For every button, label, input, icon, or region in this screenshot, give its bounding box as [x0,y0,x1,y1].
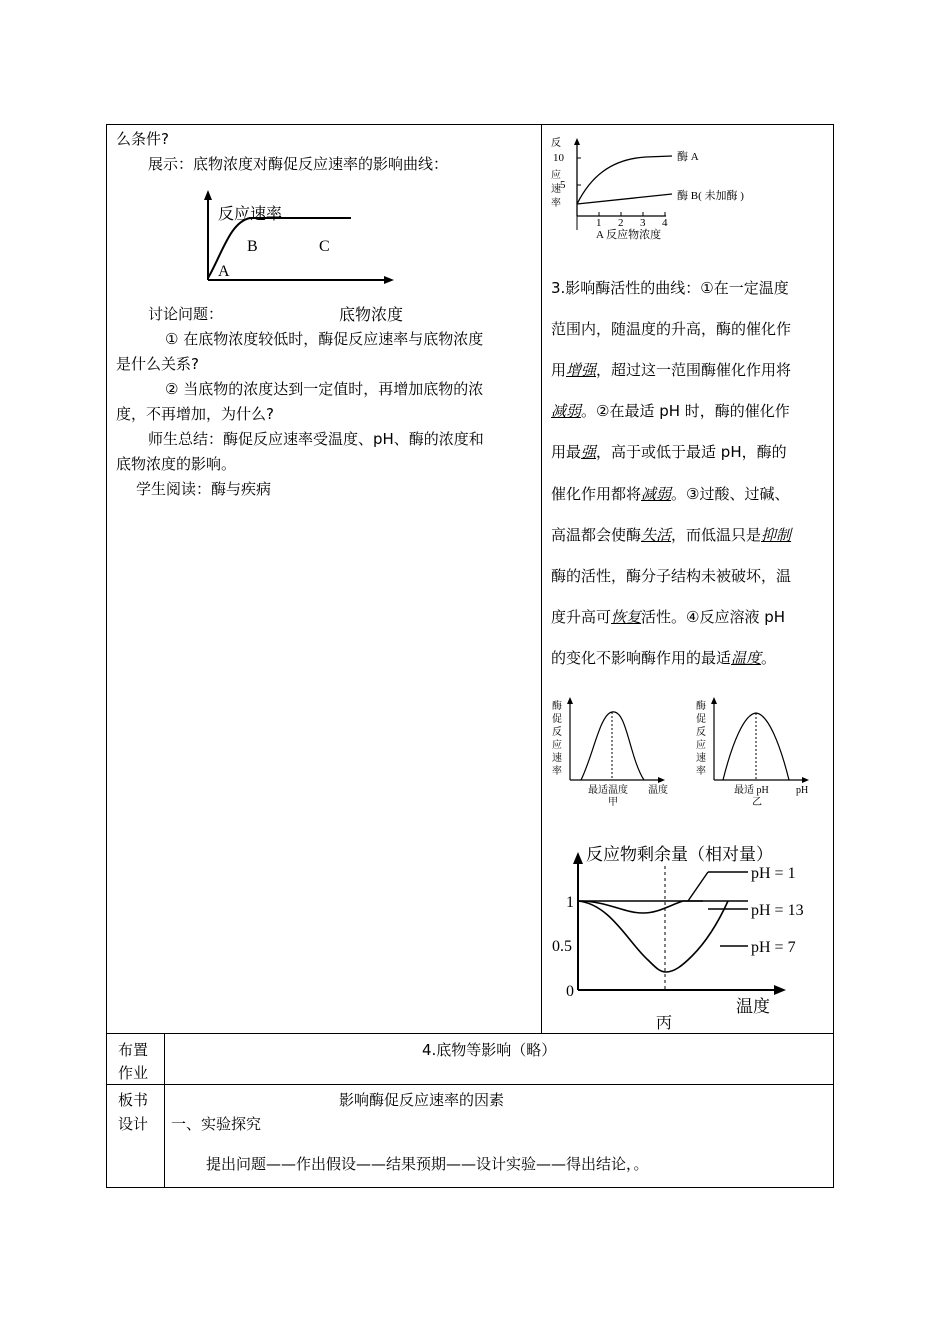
caption: 甲 [608,797,618,808]
para-line: 减弱。②在最适 pH 时，酶的催化作 [551,402,790,420]
answer-blank: 减弱 [641,485,672,503]
y-tick-5: 5 [560,179,566,191]
graph-label-a: A [218,263,230,280]
x-label: 温度 [648,785,668,796]
y-label-char: 应 [551,170,561,181]
para-line: 用最强，高于或低于最适 pH，酶的 [551,443,787,461]
y-label-char: 反 [551,138,561,149]
remaining-substrate-graph [548,838,828,1032]
x-label: A 反应物浓度 [596,229,662,241]
x-mark: 最适温度 [588,785,628,796]
answer-blank: 抑制 [761,526,792,544]
para-line: 范围内，随温度的升高，酶的催化作 [551,320,792,338]
graph-ylabel: 反应速率 [218,206,283,223]
x-tick: 3 [640,217,646,229]
x-tick: 4 [662,217,668,229]
table-border-left [106,124,107,1188]
answer-blank: 失活 [641,526,672,544]
board-label: 板书 [118,1091,149,1109]
answer-blank: 恢复 [611,608,642,626]
temperature-graph [548,694,688,814]
label-column-divider [164,1033,165,1188]
y-tick-0: 0 [566,983,574,1000]
y-label-char: 反 [696,727,706,738]
graph-label-c: C [319,238,330,255]
table-border-bottom [106,1187,834,1188]
board-flow: 提出问题——作出假设——结果预期——设计实验——得出结论，。 [206,1155,649,1173]
answer-blank: 增强 [566,361,597,379]
para-line: 3.影响酶活性的曲线：①在一定温度 [551,279,789,297]
column-divider [541,124,542,1033]
board-item: 一、实验探究 [171,1115,262,1133]
y-label-char: 速 [552,753,562,764]
caption: 乙 [752,797,762,808]
row-divider-board [106,1084,834,1085]
para-line: 酶的活性，酶分子结构未被破坏，温 [551,567,792,585]
y-label-char: 应 [552,740,562,751]
chart-title: 反应物剩余量（相对量） [586,845,773,864]
y-label-char: 率 [552,766,562,777]
para-line: 高温都会使酶失活，而低温只是抑制 [551,526,792,544]
ph7-label: pH = 7 [751,939,796,956]
answer-blank: 温度 [731,649,762,667]
ph1-label: pH = 1 [751,865,796,882]
y-label-char: 率 [551,198,561,209]
y-label-char: 促 [552,714,562,725]
question-2: ② 当底物的浓度达到一定值时，再增加底物的浓 [165,380,484,398]
y-label-char: 速 [696,753,706,764]
y-label-char: 促 [696,714,706,725]
x-mark: 最适 pH [734,785,769,796]
x-tick: 2 [618,217,624,229]
curve-a-label: 酶 A [677,151,699,163]
summary: 师生总结：酶促反应速率受温度、pH、酶的浓度和 [148,430,484,448]
para-line: 度升高可恢复活性。④反应溶液 pH [551,608,786,626]
homework-label: 布置 [118,1041,149,1059]
x-tick: 1 [596,217,602,229]
discuss-heading: 讨论问题： [148,305,224,323]
question-2-cont: 度，不再增加，为什么? [116,405,274,423]
answer-blank: 强 [581,443,597,461]
text-line: 么条件? [116,130,169,148]
ph-graph [692,694,827,814]
y-label-char: 应 [696,740,706,751]
question-1: ① 在底物浓度较低时，酶促反应速率与底物浓度 [165,330,484,348]
answer-blank: 减弱 [551,402,582,420]
x-label: 温度 [736,997,770,1016]
caption: 丙 [656,1015,673,1032]
y-tick-10: 10 [553,152,564,164]
enzyme-ab-graph [548,134,768,249]
y-tick-1: 1 [566,894,574,911]
curve-b-label: 酶 B( 未加酶 ) [677,190,744,202]
table-border-top [106,124,834,125]
graph-label-b: B [247,238,258,255]
ph13-label: pH = 13 [751,902,804,919]
para-line: 的变化不影响酶作用的最适温度。 [551,649,777,667]
table-border-right [833,124,834,1188]
y-tick-05: 0.5 [552,938,572,955]
question-1-cont: 是什么关系? [116,355,199,373]
homework-label: 作业 [118,1064,149,1082]
summary-cont: 底物浓度的影响。 [116,455,237,473]
y-label-char: 酶 [552,701,562,712]
graph-xlabel: 底物浓度 [339,307,404,324]
y-label-char: 酶 [696,701,706,712]
y-label-char: 率 [696,766,706,777]
para-line: 催化作用都将减弱。③过酸、过碱、 [551,485,790,503]
y-label-char: 反 [552,727,562,738]
homework-content: 4.底物等影响（略） [422,1041,557,1059]
reading: 学生阅读：酶与疾病 [136,480,272,498]
y-label-char: 速 [551,184,561,195]
para-line: 用增强，超过这一范围酶催化作用将 [551,361,792,379]
board-title: 影响酶促反应速率的因素 [339,1091,505,1109]
x-label: pH [796,785,809,796]
text-line: 展示：底物浓度对酶促反应速率的影响曲线： [148,155,449,173]
row-divider-homework [106,1033,834,1034]
board-label: 设计 [118,1115,149,1133]
